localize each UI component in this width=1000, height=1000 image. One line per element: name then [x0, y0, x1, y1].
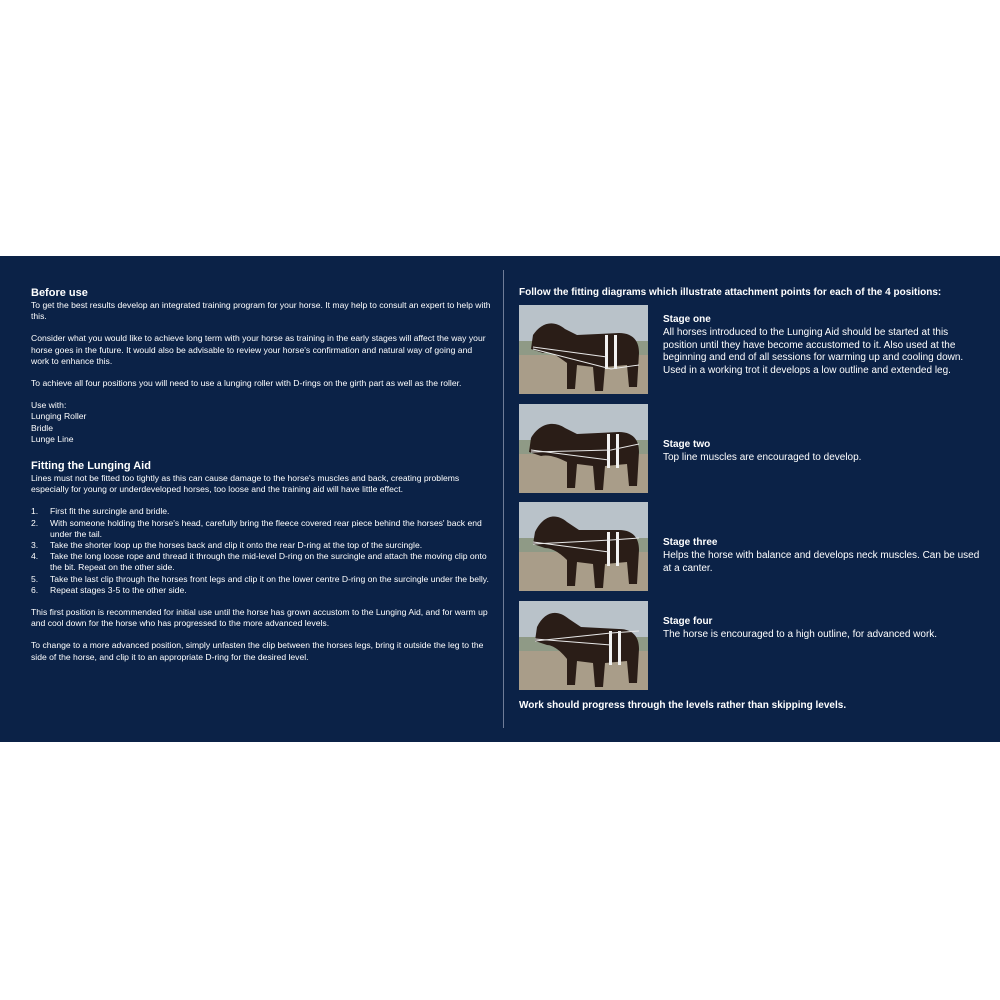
horse-photo-stage-two [519, 404, 648, 493]
step-number: 3. [31, 540, 39, 551]
stage-two [519, 404, 979, 496]
fitting-step [31, 551, 491, 573]
stage-four-text [663, 616, 983, 642]
stage-description: Helps the horse with balance and develops neck muscles. Can be used at a canter. [663, 549, 980, 574]
stage-three-text [663, 537, 983, 575]
use-with-label: Use with: [31, 400, 67, 411]
step-number: 4. [31, 551, 39, 562]
stage-one [519, 305, 979, 397]
fitting-step [31, 506, 491, 517]
step-text: Take the shorter loop up the horses back and clip it onto the rear D-ring at the top of the surcingle. [50, 540, 423, 551]
horse-photo-stage-four [519, 601, 648, 690]
step-number: 5. [31, 573, 39, 584]
stage-title: Stage four [663, 616, 713, 627]
right-column [519, 287, 980, 711]
stage-one-text [663, 314, 983, 378]
fitting-steps [31, 506, 491, 596]
stage-title: Stage one [663, 314, 711, 325]
fitting-paragraph-2: This first position is recommended for initial use until the horse has grown accustom to the Lunging Aid, and for warm up and cool down for the horse who has progressed to the more advanced levels. [31, 607, 488, 629]
fitting-step [31, 540, 491, 551]
before-use-heading: Before use [31, 287, 88, 299]
stage-description: All horses introduced to the Lunging Aid should be started at this position until they have become accustomed to it. Also used at the beginning and end of all sessions for warming up and cooling down. Used in a working trot it develops a low outline and extended leg. [663, 326, 964, 377]
step-number: 2. [31, 517, 39, 528]
stage-three [519, 502, 979, 594]
closing-note: Work should progress through the levels rather than skipping levels. [519, 700, 847, 711]
use-with-item: Lunge Line [31, 433, 74, 444]
before-use-paragraph-3: To achieve all four positions you will need to use a lunging roller with D-rings on the girth part as well as the roller. [31, 378, 462, 389]
step-text: First fit the surcingle and bridle. [50, 506, 170, 517]
stage-two-text [663, 439, 983, 465]
step-text: Take the long loose rope and thread it through the mid-level D-ring on the surcingle and attach the moving clip onto the bit. Repeat on the other side. [50, 551, 487, 573]
fitting-paragraph-1: Lines must not be fitted too tightly as this can cause damage to the horse's muscles and back, creating problems especially for young or underdeveloped horses, too loose and the training aid will have little effect. [31, 473, 460, 495]
step-text: Repeat stages 3-5 to the other side. [50, 584, 187, 595]
use-with-item: Bridle [31, 422, 53, 433]
fitting-step [31, 574, 491, 585]
stage-description: Top line muscles are encouraged to develop. [663, 451, 862, 463]
fitting-step [31, 585, 491, 596]
use-with-item: Lunging Roller [31, 411, 87, 422]
diagram-intro: Follow the fitting diagrams which illustrate attachment points for each of the 4 positions: [519, 287, 942, 298]
stage-four [519, 601, 979, 693]
instruction-panel [0, 256, 1000, 742]
left-column [31, 287, 491, 663]
stage-description: The horse is encouraged to a high outline, for advanced work. [663, 628, 938, 640]
step-text: Take the last clip through the horses front legs and clip it on the lower centre D-ring on the surcingle under the belly. [50, 573, 489, 584]
fitting-paragraph-3: To change to a more advanced position, simply unfasten the clip between the horses legs, bring it outside the leg to the side of the horse, and clip it to an appropriate D-ring for the desired level. [31, 640, 484, 662]
fitting-heading: Fitting the Lunging Aid [31, 460, 151, 473]
stage-title: Stage two [663, 439, 711, 450]
step-text: With someone holding the horse's head, carefully bring the fleece covered rear piece behind the horses' back end under the tail. [50, 517, 482, 539]
column-divider [503, 270, 504, 728]
before-use-paragraph-2: Consider what you would like to achieve long term with your horse as training in the early stages will affect the way your horse goes in the future. It would also be advisable to review your horse's confirmation and natural way of going and work to enhance this. [31, 333, 486, 366]
stage-title: Stage three [663, 537, 718, 548]
horse-photo-stage-one [519, 305, 648, 394]
fitting-step [31, 518, 491, 540]
step-number: 1. [31, 506, 39, 517]
before-use-paragraph-1: To get the best results develop an integrated training program for your horse. It may help to consult an expert to help with this. [31, 300, 491, 322]
step-number: 6. [31, 584, 39, 595]
horse-photo-stage-three [519, 502, 648, 591]
